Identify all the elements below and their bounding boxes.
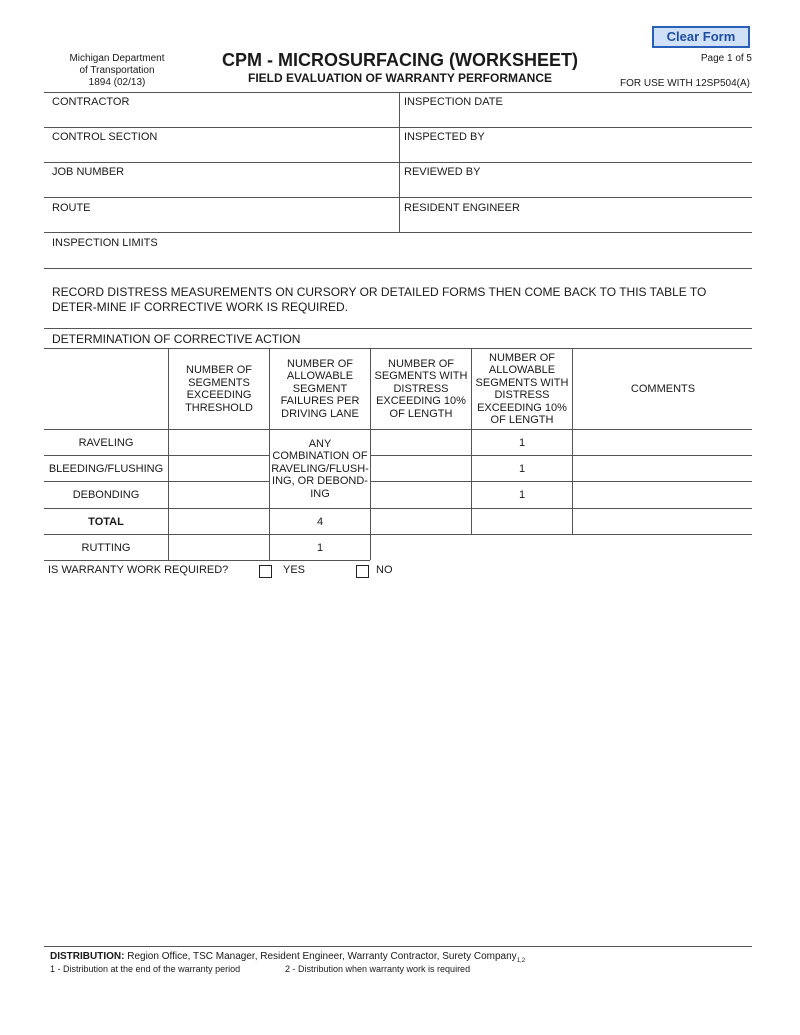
form-title: CPM - MICROSURFACING (WORKSHEET) (222, 50, 578, 70)
contractor-field[interactable]: CONTRACTOR (52, 96, 130, 108)
footnote-2: 2 - Distribution when warranty work is required (285, 964, 471, 974)
bleeding-allowable-distress: 1 (518, 462, 526, 475)
header-segments-exceeding: NUMBER OF SEGMENTS EXCEEDING THRESHOLD (185, 364, 253, 414)
no-label: NO (376, 564, 393, 576)
divider (44, 197, 752, 198)
raveling-distress-input[interactable] (371, 430, 470, 455)
row-label-total: TOTAL (88, 515, 124, 528)
header-segments-distress: NUMBER OF SEGMENTS WITH DISTRESS EXCEEDING 10% OF LENGTH (374, 357, 468, 420)
divider (44, 328, 752, 329)
no-checkbox[interactable] (356, 565, 369, 578)
raveling-comments-input[interactable] (573, 430, 751, 455)
divider (44, 92, 752, 93)
table-line (44, 560, 370, 561)
bleeding-distress-input[interactable] (371, 456, 470, 481)
row-label-debonding: DEBONDING (72, 489, 140, 501)
inspected-by-field[interactable]: INSPECTED BY (404, 131, 485, 143)
raveling-allowable-distress: 1 (518, 436, 526, 449)
raveling-segments-input[interactable] (169, 430, 268, 455)
allowable-combination-cell: ANY COMBINATION OF RAVELING/FLUSH-ING, OR DEBOND-ING (271, 437, 369, 500)
divider (399, 92, 400, 232)
dept-name-2: of Transportation (79, 65, 155, 76)
total-allowable-value: 4 (316, 515, 324, 528)
header-allowable-failures: NUMBER OF ALLOWABLE SEGMENT FAILURES PER DRIVING LANE (280, 357, 360, 420)
distribution-line (50, 951, 525, 964)
row-label-rutting: RUTTING (81, 541, 131, 554)
total-distress-input[interactable] (371, 509, 470, 534)
distribution-superscript: 1,2 (516, 958, 526, 964)
divider (44, 268, 752, 269)
header-allowable-distress: NUMBER OF ALLOWABLE SEGMENTS WITH DISTRESS EXCEEDING 10% OF LENGTH (475, 351, 569, 426)
yes-checkbox[interactable] (259, 565, 272, 578)
debonding-distress-input[interactable] (371, 482, 470, 508)
row-label-raveling: RAVELING (78, 436, 134, 449)
warranty-question: IS WARRANTY WORK REQUIRED? (48, 564, 229, 576)
divider (44, 162, 752, 163)
department-block (58, 53, 176, 89)
table-section-title: DETERMINATION OF CORRECTIVE ACTION (52, 332, 301, 346)
for-use-note: FOR USE WITH 12SP504(A) (619, 78, 750, 89)
route-field[interactable]: ROUTE (52, 202, 91, 214)
total-segments-input[interactable] (169, 509, 268, 534)
distribution-text: Region Office, TSC Manager, Resident Engineer, Warranty Contractor, Surety Company (127, 951, 517, 962)
rutting-allowable-value: 1 (316, 541, 324, 554)
job-number-field[interactable]: JOB NUMBER (52, 166, 125, 178)
bleeding-segments-input[interactable] (169, 456, 268, 481)
reviewed-by-field[interactable]: REVIEWED BY (404, 166, 481, 178)
debonding-allowable-distress: 1 (518, 489, 526, 501)
clear-form-button[interactable]: Clear Form (652, 26, 750, 48)
page-number: Page 1 of 5 (700, 53, 752, 64)
inspection-date-field[interactable]: INSPECTION DATE (404, 96, 503, 108)
footer-divider (44, 946, 752, 947)
debonding-comments-input[interactable] (573, 482, 751, 508)
inspection-limits-field[interactable]: INSPECTION LIMITS (52, 237, 158, 249)
form-number: 1894 (02/13) (88, 77, 146, 88)
debonding-segments-input[interactable] (169, 482, 268, 508)
yes-label: YES (283, 564, 306, 576)
rutting-segments-input[interactable] (169, 535, 268, 560)
resident-engineer-field[interactable]: RESIDENT ENGINEER (404, 202, 520, 214)
row-label-bleeding: BLEEDING/FLUSHING (48, 462, 164, 475)
bleeding-comments-input[interactable] (573, 456, 751, 481)
divider (44, 127, 752, 128)
total-comments-input[interactable] (573, 509, 751, 534)
control-section-field[interactable]: CONTROL SECTION (52, 131, 158, 143)
dept-name: Michigan Department (69, 53, 165, 64)
distribution-label: DISTRIBUTION: (50, 951, 125, 962)
header-comments: COMMENTS (630, 382, 696, 395)
divider (44, 232, 752, 233)
footnote-1: 1 - Distribution at the end of the warranty period (50, 964, 241, 974)
form-subtitle: FIELD EVALUATION OF WARRANTY PERFORMANCE (248, 71, 552, 85)
instructions-text: RECORD DISTRESS MEASUREMENTS ON CURSORY OR DETAILED FORMS THEN COME BACK TO THIS TABLE TO DETER-MINE IF CORRECTIVE WORK IS REQUIRED. (52, 285, 707, 314)
